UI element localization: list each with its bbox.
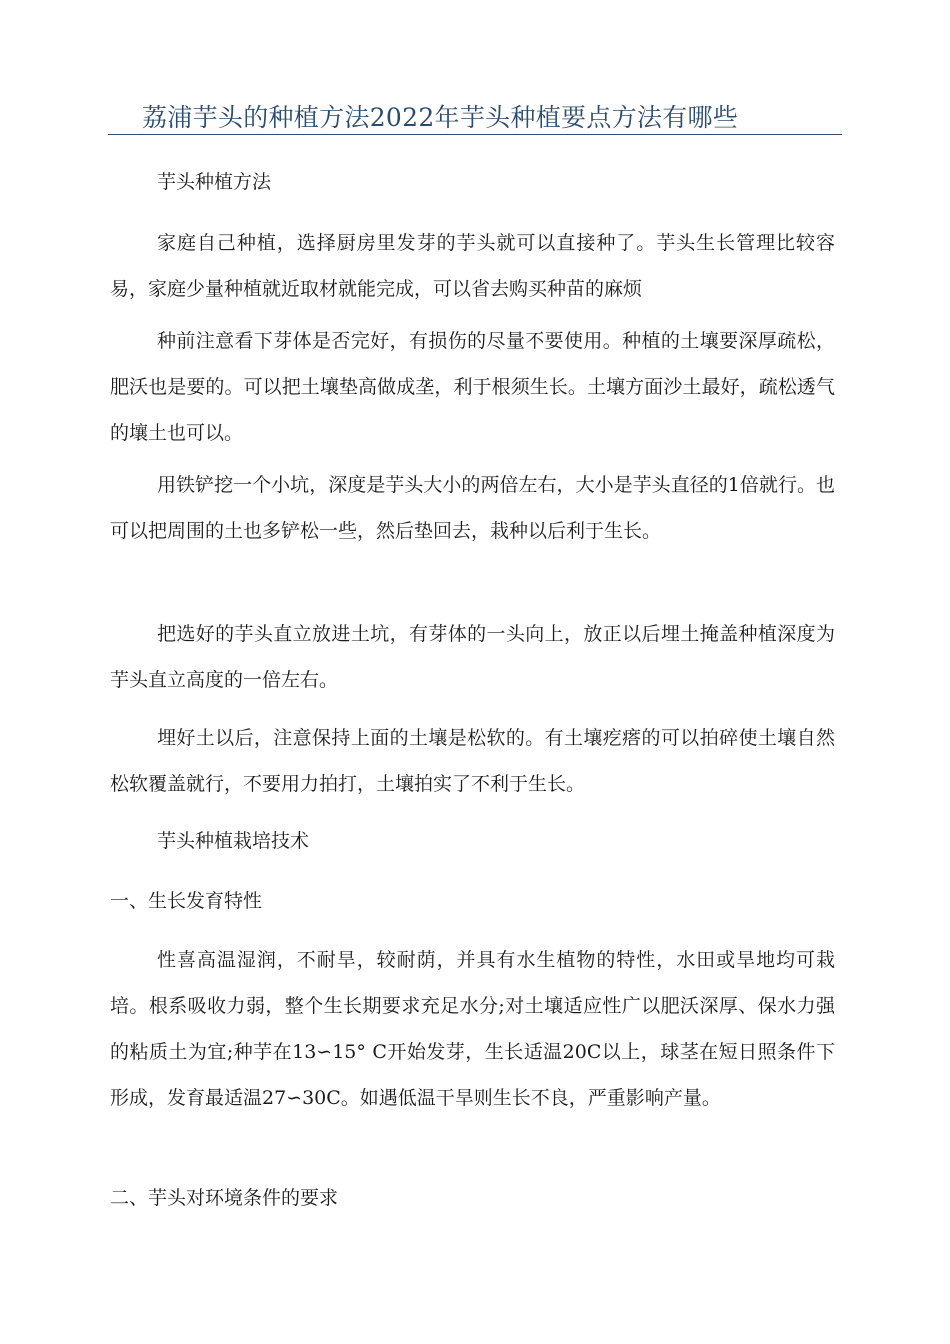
paragraph: 埋好土以后，注意保持上面的土壤是松软的。有土壤疙瘩的可以拍碎使土壤自然松软覆盖就行，不要用力拍打，土壤拍实了不利于生长。: [110, 727, 835, 795]
section-heading: 芋头种植方法: [157, 171, 272, 193]
paragraph: 种前注意看下芽体是否完好，有损伤的尽量不要使用。种植的土壤要深厚疏松，肥沃也是要的。可以把土壤垫高做成垄，利于根须生长。土壤方面沙土最好，疏松透气的壤土也可以。: [110, 330, 835, 444]
paragraph: 把选好的芋头直立放进土坑，有芽体的一头向上，放正以后埋土掩盖种植深度为芋头直立高度的一倍左右。: [110, 623, 835, 691]
subsection-heading: 二、芋头对环境条件的要求: [110, 1187, 339, 1209]
paragraph: 家庭自己种植，选择厨房里发芽的芋头就可以直接种了。芋头生长管理比较容易，家庭少量种植就近取材就能完成，可以省去购买种苗的麻烦: [110, 232, 835, 300]
paragraph: 用铁铲挖一个小坑，深度是芋头大小的两倍左右，大小是芋头直径的1倍就行。也可以把周围的土也多铲松一些，然后垫回去，栽种以后利于生长。: [110, 474, 835, 542]
section-heading: 芋头种植栽培技术: [157, 830, 310, 852]
subsection-heading: 一、生长发育特性: [110, 890, 263, 912]
document-title: 荔浦芋头的种植方法2022年芋头种植要点方法有哪些: [142, 103, 739, 132]
paragraph: 性喜高温湿润，不耐旱，较耐荫，并具有水生植物的特性，水田或旱地均可栽培。根系吸收力弱，整个生长期要求充足水分;对土壤适应性广以肥沃深厚、保水力强的粘质土为宜;种芋在13∽15° C开始发芽，生长适温20C以上，球茎在短日照条件下形成，发育最适温27∽30C。如遇低温干旱则生长不良，严重影响产量。: [110, 949, 835, 1109]
title-block: [108, 98, 842, 135]
